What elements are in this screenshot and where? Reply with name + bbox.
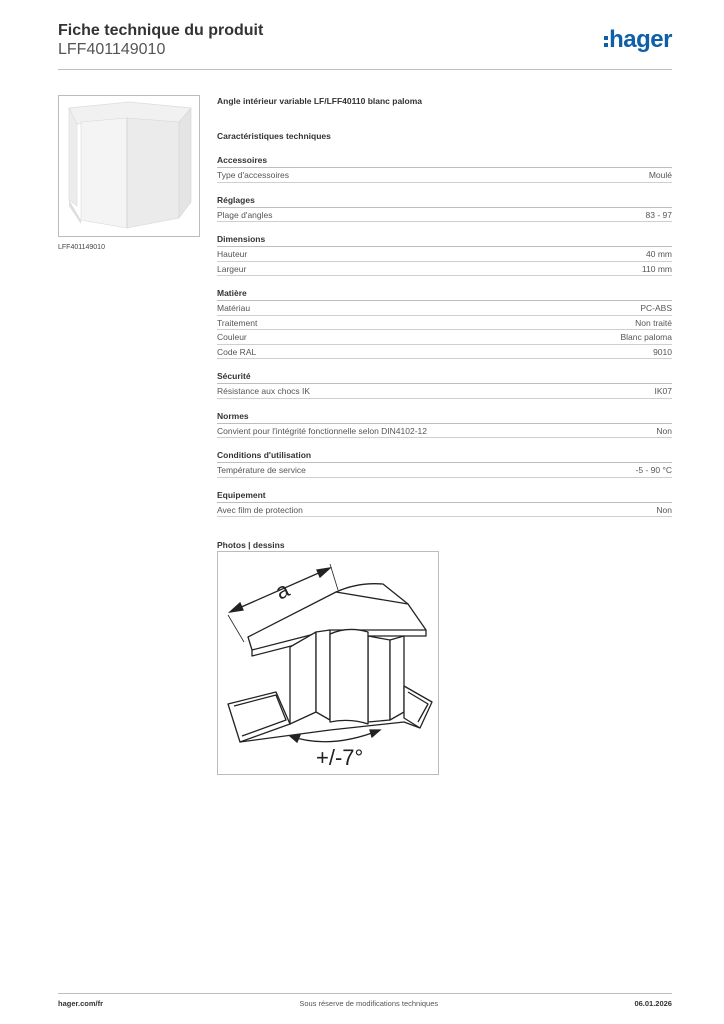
spec-row — [217, 208, 672, 223]
spec-group-title: Réglages — [217, 195, 672, 208]
spec-label: Hauteur — [217, 249, 248, 259]
spec-row — [217, 301, 672, 316]
spec-value: PC-ABS — [640, 303, 672, 313]
spec-groups — [217, 155, 672, 517]
spec-label: Matériau — [217, 303, 251, 313]
spec-row — [217, 168, 672, 183]
spec-group-title: Normes — [217, 411, 672, 424]
spec-value: 40 mm — [646, 249, 672, 259]
spec-value: Moulé — [648, 170, 672, 180]
spec-row — [217, 330, 672, 345]
spec-row — [217, 384, 672, 399]
document-date: 06.01.2026 — [634, 999, 672, 1008]
spec-group — [217, 155, 672, 183]
spec-value: Non — [656, 504, 672, 515]
spec-value: Non traité — [635, 317, 672, 328]
spec-row — [217, 316, 672, 331]
spec-group — [217, 371, 672, 399]
spec-label: Couleur — [217, 332, 247, 342]
spec-row — [217, 247, 672, 262]
spec-group — [217, 234, 672, 276]
spec-label: Traitement — [217, 317, 258, 328]
spec-group — [217, 450, 672, 478]
spec-group — [217, 195, 672, 223]
spec-group-title: Equipement — [217, 490, 672, 503]
page-footer — [58, 993, 672, 1008]
angle-label: +/-7° — [316, 745, 364, 770]
hager-logo[interactable] — [604, 28, 672, 52]
spec-value: 83 - 97 — [645, 209, 672, 220]
thumbnail-caption: LFF401149010 — [58, 244, 105, 251]
spec-row — [217, 424, 672, 439]
spec-row — [217, 503, 672, 518]
spec-value: -5 - 90 °C — [635, 465, 672, 475]
spec-label: Avec film de protection — [217, 504, 303, 515]
website-link[interactable]: hager.com/fr — [58, 999, 104, 1008]
spec-group — [217, 288, 672, 359]
spec-label: Type d'accessoires — [217, 170, 290, 180]
logo-text: hager — [609, 26, 672, 53]
spec-value: Blanc paloma — [620, 332, 672, 342]
spec-group — [217, 411, 672, 439]
spec-label: Résistance aux chocs IK — [217, 386, 311, 396]
technical-drawing-image — [218, 552, 438, 774]
spec-value: 110 mm — [641, 263, 672, 274]
spec-label: Code RAL — [217, 346, 257, 357]
technical-drawing — [217, 551, 439, 775]
dimension-label: a — [271, 576, 294, 605]
spec-group-title: Sécurité — [217, 371, 672, 384]
document-title: Fiche technique du produit — [58, 22, 264, 39]
spec-row — [217, 463, 672, 478]
spec-group-title: Dimensions — [217, 234, 672, 247]
spec-sheet — [217, 95, 672, 552]
spec-row — [217, 345, 672, 360]
product-reference: LFF401149010 — [58, 41, 166, 58]
spec-row — [217, 262, 672, 277]
spec-value: Non — [656, 425, 672, 436]
product-photo — [58, 95, 200, 237]
specs-heading: Caractéristiques techniques — [217, 131, 331, 141]
product-photo-image — [59, 96, 199, 236]
logo-dots-icon — [604, 36, 608, 47]
disclaimer: Sous réserve de modifications techniques — [299, 999, 439, 1008]
spec-group-title: Matière — [217, 288, 672, 301]
spec-value: IK07 — [654, 386, 672, 396]
spec-label: Plage d'angles — [217, 209, 273, 220]
spec-label: Largeur — [217, 263, 247, 274]
product-name: Angle intérieur variable LF/LFF40110 blanc paloma — [217, 96, 423, 106]
spec-group-title: Accessoires — [217, 155, 672, 168]
spec-value: 9010 — [653, 346, 672, 357]
spec-group-title: Conditions d'utilisation — [217, 450, 672, 463]
photos-heading: Photos | dessins — [217, 540, 285, 550]
spec-label: Convient pour l'intégrité fonctionnelle selon DIN4102-12 — [217, 425, 428, 436]
page-header — [58, 22, 672, 70]
spec-group — [217, 490, 672, 518]
spec-label: Température de service — [217, 465, 306, 475]
